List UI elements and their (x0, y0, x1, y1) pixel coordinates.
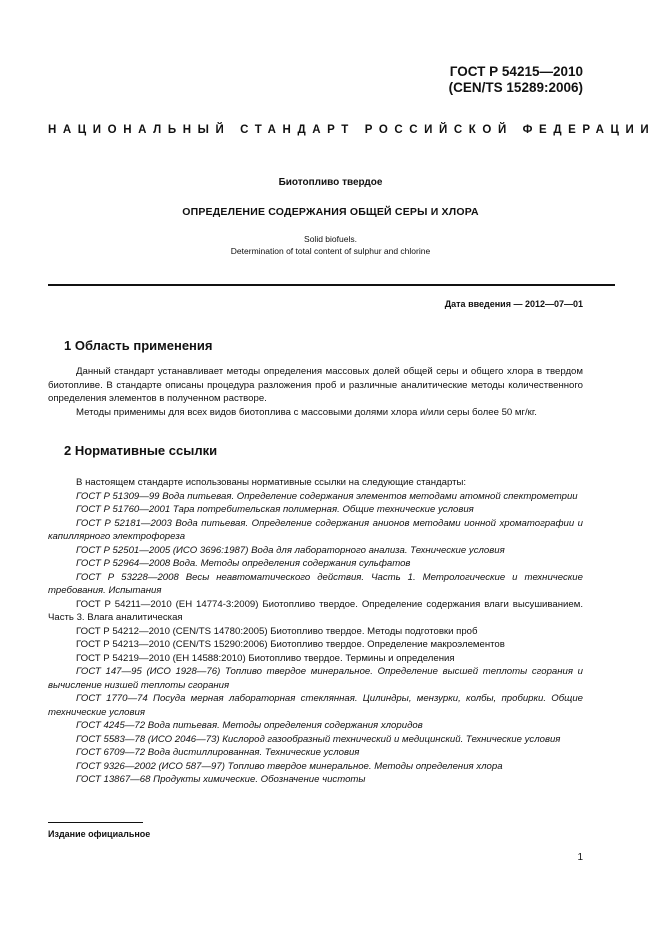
cen-number: (CEN/TS 15289:2006) (448, 80, 583, 95)
page-number: 1 (577, 852, 583, 863)
reference-code: ГОСТ 4245—72 (76, 720, 146, 731)
reference-title: Тара потребительская полимерная. Общие технические условия (172, 504, 474, 515)
reference-title: Топливо твердое минеральное. Методы определения хлора (227, 760, 503, 772)
reference-item (48, 557, 583, 571)
reference-code: ГОСТ Р 54211—2010 (ЕН 14774-3:2009) (76, 598, 259, 610)
reference-item (48, 544, 583, 558)
reference-title: Вода питьевая. Методы определения содержания хлоридов (147, 720, 423, 731)
document-title: ОПРЕДЕЛЕНИЕ СОДЕРЖАНИЯ ОБЩЕЙ СЕРЫ И ХЛОРА (182, 206, 479, 218)
reference-title: Посуда мерная лабораторная стеклянная. Цилиндры, мензурки, колбы, пробирки. Общие технические условия (48, 693, 584, 718)
reference-title: Продукты химические. Обозначение чистоты (153, 774, 366, 785)
reference-code: ГОСТ Р 52501—2005 (ИСО 3696:1987) (76, 544, 249, 556)
reference-title: Весы неавтоматического действия. Часть 1. Метрологические и технические требования. Испытания (48, 571, 583, 596)
reference-title: Биотопливо твердое. Термины и определения (248, 652, 455, 664)
reference-item (48, 733, 583, 747)
reference-item (48, 665, 583, 692)
english-title (0, 233, 661, 257)
reference-title: Кислород газообразный технический и медицинский. Технические условия (222, 733, 561, 745)
references-list (48, 490, 583, 787)
national-standard-banner: НАЦИОНАЛЬНЫЙ СТАНДАРТ РОССИЙСКОЙ ФЕДЕРАЦИИ (48, 124, 656, 136)
header-divider (48, 284, 615, 286)
section-2-heading: 2 Нормативные ссылки (64, 443, 218, 458)
reference-item (48, 517, 583, 544)
section-1-body (48, 365, 583, 419)
reference-item (48, 773, 583, 787)
reference-code: ГОСТ 147—95 (ИСО 1928—76) (76, 666, 221, 677)
gost-number: ГОСТ Р 54215—2010 (449, 64, 583, 79)
reference-code: ГОСТ Р 54212—2010 (CEN/TS 14780:2005) (76, 625, 268, 637)
reference-item (48, 760, 583, 774)
english-title-line-2: Determination of total content of sulphur and chlorine (230, 246, 431, 256)
reference-title: Вода дистиллированная. Технические условия (147, 747, 360, 758)
reference-code: ГОСТ Р 54213—2010 (CEN/TS 15290:2006) (76, 639, 268, 650)
reference-title: Вода питьевая. Определение содержания анионов методами ионной хроматографии и капиллярного электрофореза (48, 517, 583, 542)
reference-item (48, 638, 583, 652)
reference-code: ГОСТ 5583—78 (ИСО 2046—73) (76, 733, 220, 745)
normative-references (48, 476, 583, 787)
section-1-paragraph-1: Данный стандарт устанавливает методы определения массовых долей общей серы и общего хлора в твердом биотопливе. В стандарте описаны процедура разложения проб и различные аналитические методы количественного определения элементов в полученном растворе. (48, 366, 583, 404)
section-1-heading: 1 Область применения (64, 338, 213, 353)
reference-item (48, 598, 583, 625)
reference-title: Биотопливо твердое. Методы подготовки проб (270, 625, 478, 637)
edition-note: Издание официальное (48, 829, 151, 839)
document-subject: Биотопливо твердое (278, 177, 383, 188)
footer-divider (48, 822, 143, 823)
reference-code: ГОСТ Р 54219—2010 (ЕН 14588:2010) (76, 652, 246, 664)
reference-title: Биотопливо твердое. Определение макроэлементов (270, 639, 505, 650)
reference-title: Вода. Методы определения содержания сульфатов (172, 558, 411, 569)
reference-item (48, 652, 583, 666)
references-intro: В настоящем стандарте использованы нормативные ссылки на следующие стандарты: (76, 477, 467, 488)
reference-code: ГОСТ Р 52181—2003 (76, 517, 172, 529)
reference-code: ГОСТ Р 52964—2008 (76, 558, 171, 569)
reference-code: ГОСТ 9326—2002 (ИСО 587—97) (76, 760, 225, 772)
section-1-paragraph-2: Методы применимы для всех видов биотоплива с массовыми долями хлора и/или серы более 50 мг/кг. (76, 406, 537, 418)
reference-item (48, 571, 583, 598)
reference-item (48, 746, 583, 760)
reference-code: ГОСТ 1770—74 (76, 693, 148, 704)
reference-title: Биотопливо твердое. Определение содержания влаги высушиванием. Часть 3. Влага аналитическая (48, 598, 583, 623)
reference-item (48, 490, 583, 504)
reference-item (48, 503, 583, 517)
document-number (449, 64, 583, 96)
reference-code: ГОСТ 13867—68 (76, 774, 151, 785)
reference-title: Топливо твердое минеральное. Определение высшей теплоты сгорания и вычисление низшей теплоты сгорания (48, 666, 583, 691)
introduction-date: Дата введения — 2012—07—01 (444, 299, 583, 309)
reference-code: ГОСТ Р 51760—2001 (76, 504, 171, 515)
reference-code: ГОСТ Р 51309—99 (76, 490, 160, 502)
reference-code: ГОСТ Р 53228—2008 (76, 571, 179, 583)
reference-title: Вода для лабораторного анализа. Технические условия (251, 544, 505, 556)
reference-title: Вода питьевая. Определение содержания элементов методами атомной спектрометрии (162, 490, 578, 502)
reference-item (48, 719, 583, 733)
reference-item (48, 692, 583, 719)
reference-code: ГОСТ 6709—72 (76, 747, 146, 758)
reference-item (48, 625, 583, 639)
english-title-line-1: Solid biofuels. (304, 234, 357, 244)
